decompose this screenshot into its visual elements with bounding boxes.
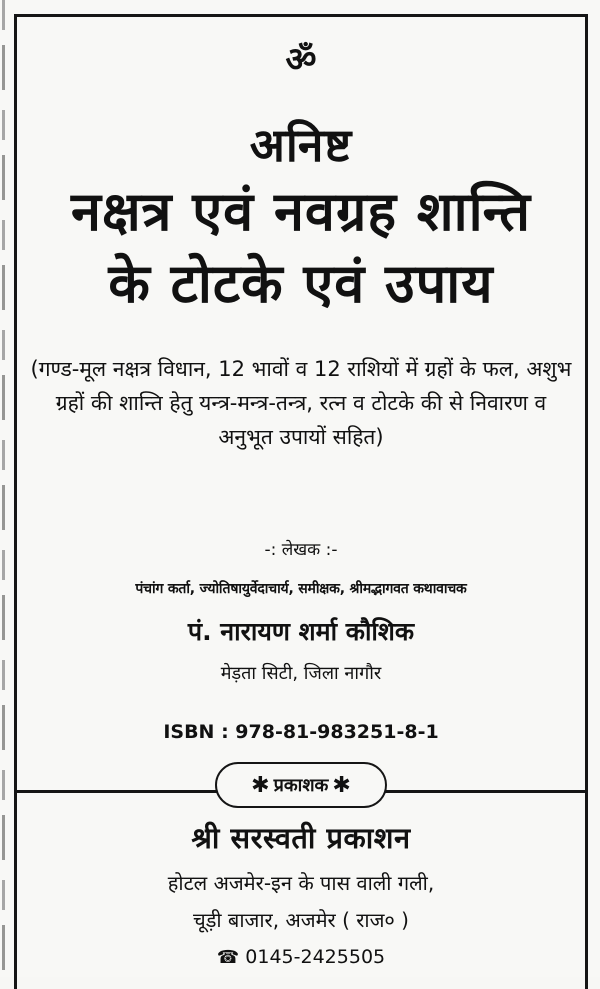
title-line-3: के टोटके एवं उपाय [108,252,494,315]
publisher-phone [17,942,585,973]
isbn-number: ISBN : 978-81-983251-8-1 [163,721,439,743]
publisher-badge-label: प्रकाशक [273,775,329,796]
subtitle-description: (गण्ड-मूल नक्षत्र विधान, 12 भावों व 12 राशियों में ग्रहों के फल, अशुभ ग्रहों की शान्ति हेतु यन्त्र-मन्त्र-तन्त्र, रत्न व टोटके की से निवारण व अनुभूत उपायों सहित) [30,357,572,449]
publisher-phone-number: 0145-2425505 [245,946,386,968]
scan-edge-shadow [2,0,5,977]
telephone-icon: ☎ [216,947,240,968]
publisher-address-line-1: होटल अजमेर-इन के पास वाली गली, [167,871,435,895]
title-line-2: नक्षत्र एवं नवग्रह शान्ति [70,180,531,243]
star-icon: ✱ [251,772,270,798]
author-name: पं. नारायण शर्मा कौशिक [187,617,415,646]
star-icon: ✱ [332,772,351,798]
title-line-1: अनिष्ट [249,118,353,172]
author-label: -: लेखक :- [264,540,338,560]
author-place: मेड़ता सिटी, जिला नागौर [220,663,382,684]
publisher-badge [215,762,387,808]
publisher-name: श्री सरस्वती प्रकाशन [191,821,411,855]
om-symbol: ॐ [285,40,317,80]
publisher-address-line-2: चूड़ी बाजार, अजमेर ( राज० ) [193,908,409,932]
author-credentials: पंचांग कर्ता, ज्योतिषायुर्वेदाचार्य, समीक्षक, श्रीमद्भागवत कथावाचक [135,581,467,597]
